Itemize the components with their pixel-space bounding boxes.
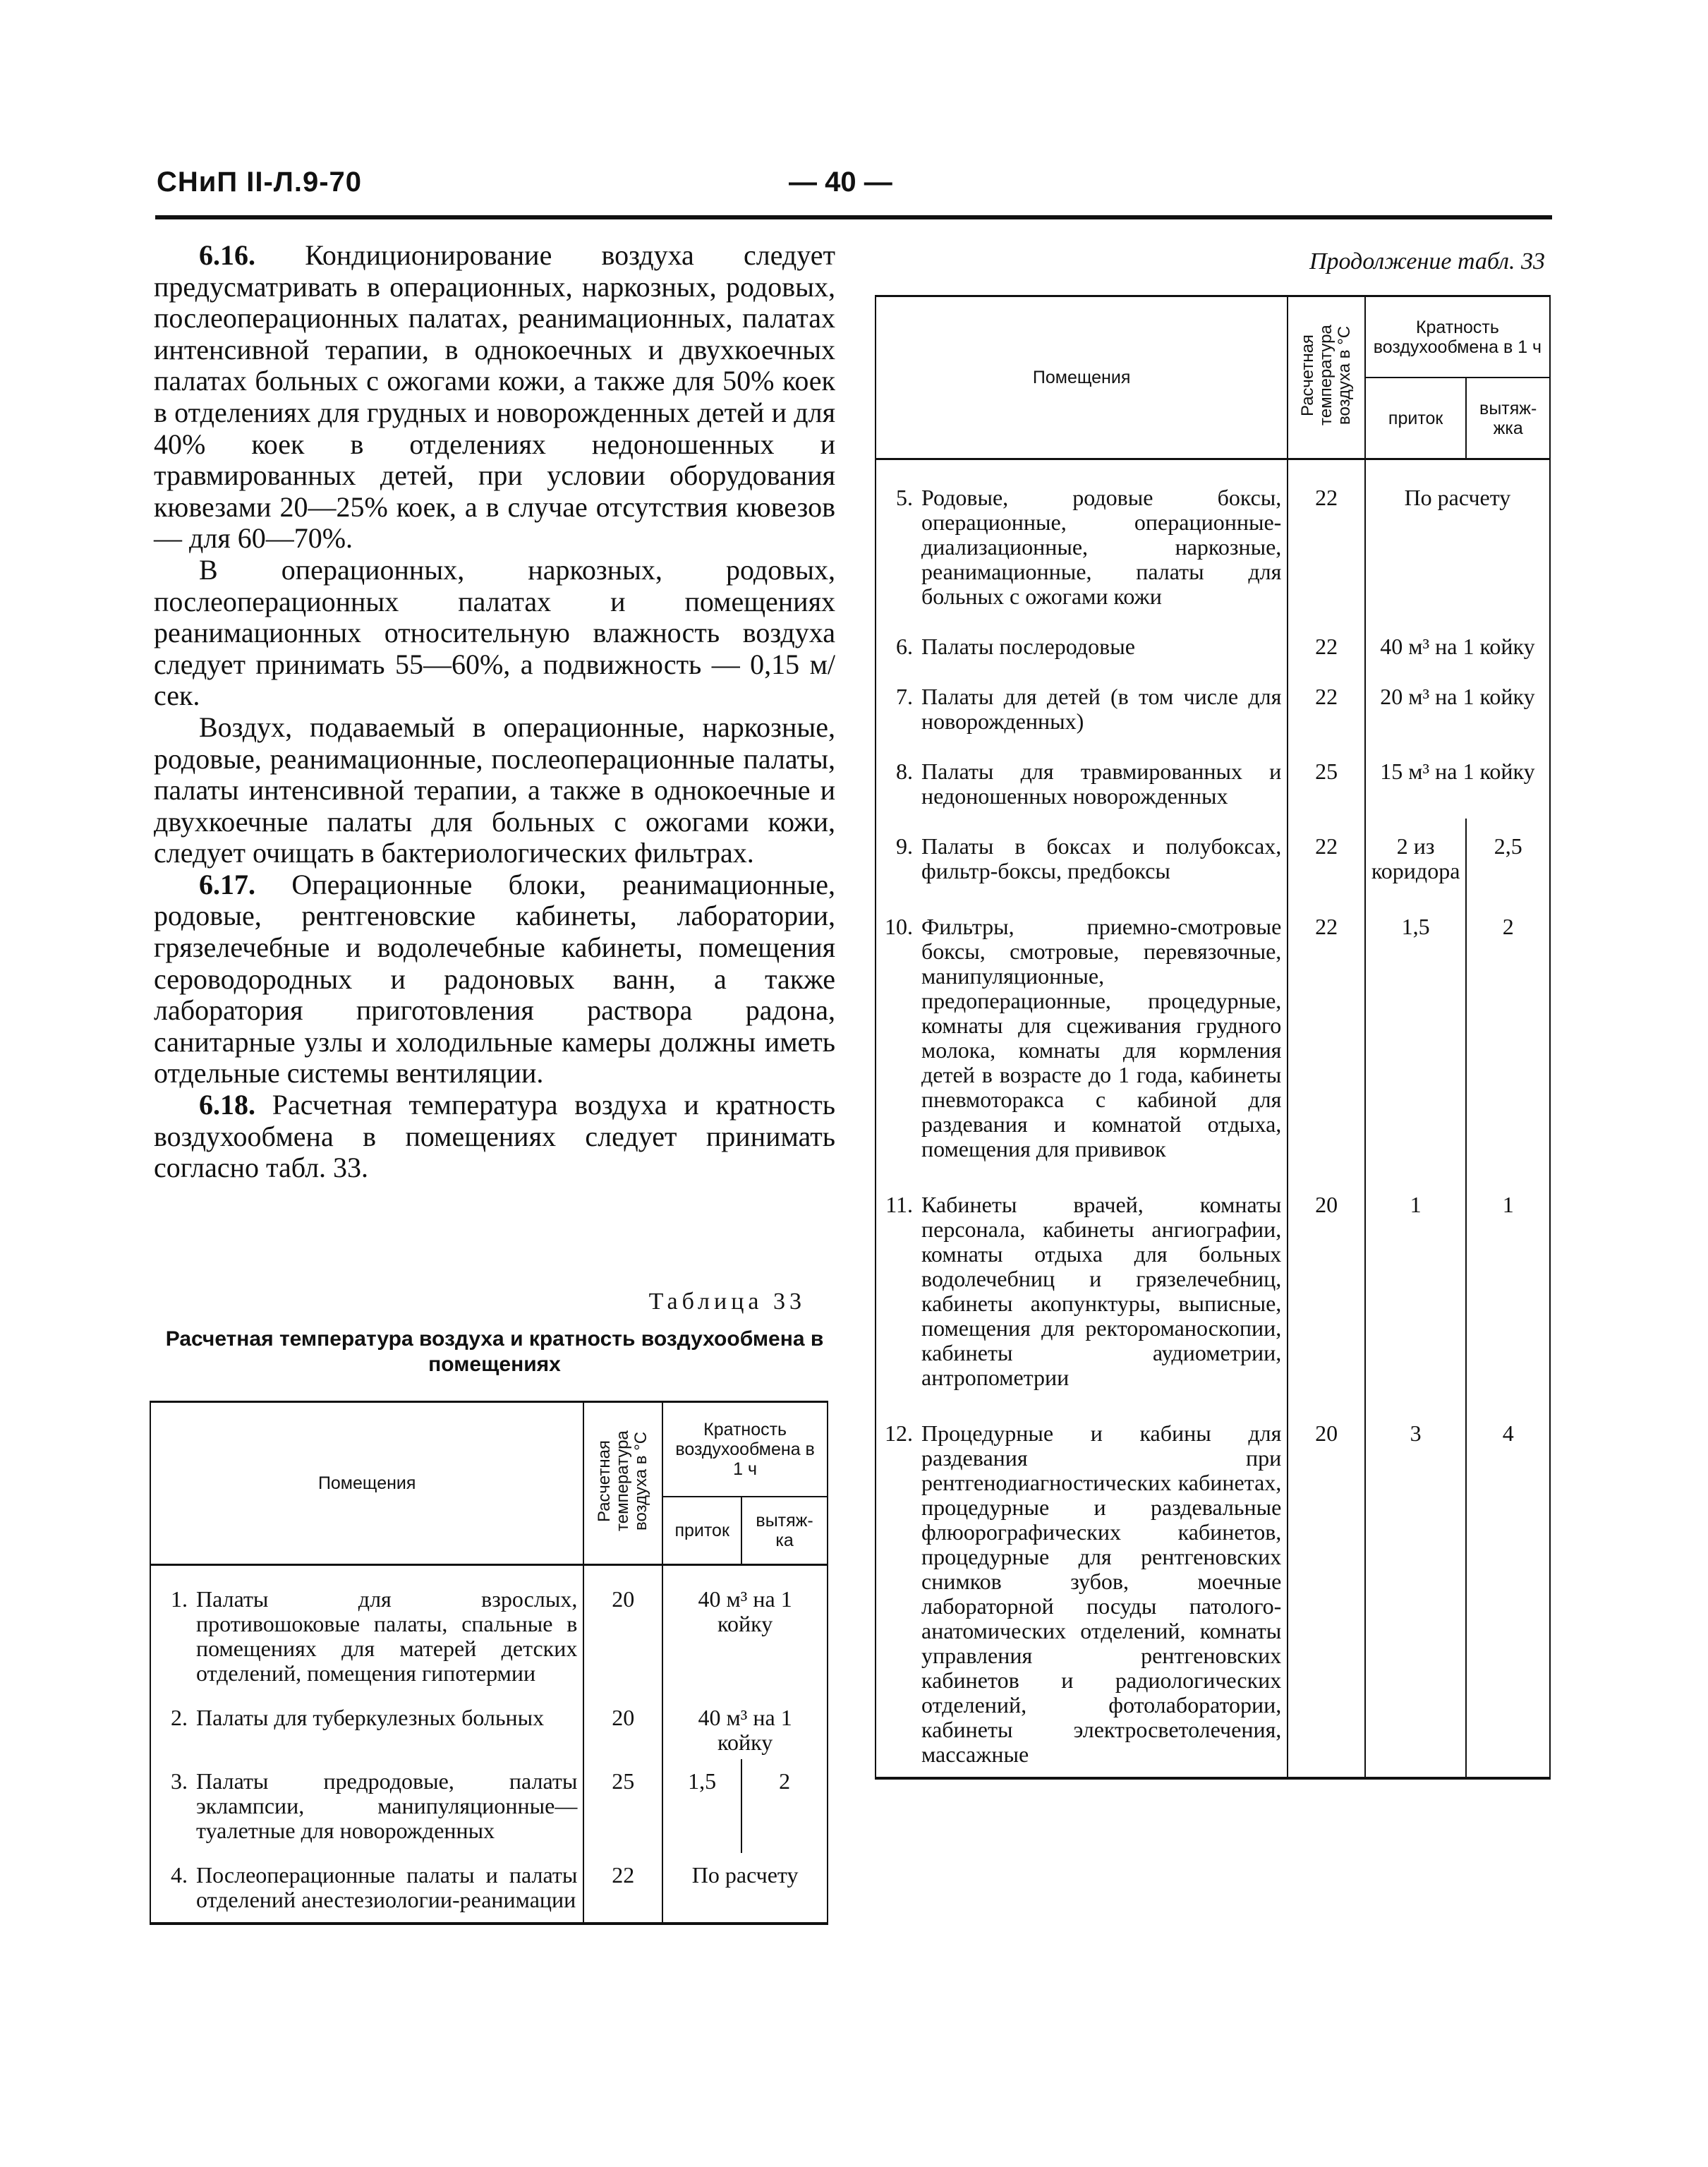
row-number: 9. — [896, 833, 913, 859]
column-header-rooms: Помещения — [876, 296, 1288, 459]
left-text-column — [154, 240, 835, 1184]
temperature-cell: 22 — [1288, 669, 1365, 744]
column-header-supply: приток — [1365, 378, 1467, 459]
temperature-cell: 25 — [583, 1759, 662, 1853]
temperature-cell: 22 — [1288, 619, 1365, 669]
table-row — [150, 1759, 828, 1853]
table-33-part-1 — [150, 1401, 828, 1925]
row-number: 5. — [896, 485, 913, 510]
column-header-temperature: Расчетная температура воздуха в °С — [583, 1402, 662, 1565]
air-exchange-cell: 15 м³ на 1 койку — [1365, 744, 1550, 819]
row-number: 12. — [885, 1420, 913, 1446]
temperature-cell: 20 — [583, 1696, 662, 1759]
room-name-cell — [876, 744, 1288, 819]
table-row — [876, 819, 1550, 893]
paragraph-6-18 — [154, 1089, 835, 1184]
table-row — [876, 1171, 1550, 1400]
table-row — [150, 1565, 828, 1696]
room-name-cell — [150, 1759, 583, 1853]
air-exchange-cell: По расчету — [662, 1853, 828, 1924]
exhaust-cell: 4 — [1466, 1400, 1550, 1778]
temperature-cell: 22 — [1288, 893, 1365, 1171]
table-title: Расчетная температура воздуха и кратность воздухообмена в помещениях — [165, 1327, 824, 1376]
table-caption: Таблица 33 — [648, 1288, 806, 1315]
room-name: Палаты предродовые, палаты эклампсии, манипуляционные—туалетные для новорожденных — [196, 1768, 578, 1843]
air-exchange-cell: По расчету — [1365, 459, 1550, 620]
room-name: Родовые, родовые боксы, операционные, операционные-диализационные, наркозные, реанимационные, палаты для больных с ожогами кожи — [921, 485, 1282, 609]
column-header-exhaust: вытяж- ка — [741, 1497, 828, 1564]
exhaust-cell: 2 — [1466, 893, 1550, 1171]
room-name-cell — [876, 893, 1288, 1171]
column-header-exhaust: вытяж- жка — [1466, 378, 1550, 459]
room-name: Процедурные и кабины для раздевания при рентгенодиагностических кабинетах, процедурные и раздевальные флюорографических кабинетов, процедурные для рентгеновских снимков зубов, моечные лабораторной посуды патолого-анатомических отделений, комнаты управления рентгеновских кабинетов и радиологических отделений, фотолаборатории, кабинеты электросветолечения, массажные — [921, 1420, 1282, 1767]
exhaust-cell: 2,5 — [1466, 819, 1550, 893]
room-name-cell — [876, 1171, 1288, 1400]
row-number: 7. — [896, 684, 913, 709]
paragraph-6-17 — [154, 869, 835, 1089]
column-header-rooms: Помещения — [150, 1402, 583, 1565]
supply-cell: 3 — [1365, 1400, 1467, 1778]
row-number: 1. — [171, 1586, 188, 1612]
supply-cell: 1,5 — [662, 1759, 741, 1853]
row-number: 8. — [896, 759, 913, 784]
table-row — [876, 1400, 1550, 1778]
clause-text: Кондиционирование воздуха следует предусматривать в операционных, наркозных, родовых, послеоперационных палатах, реанимационных, палатах интенсивной терапии, в однокоечных и двухкоечных палатах больных с ожогами кожи, а также для 50% коек в отделениях для грудных и новорожденных детей и для 40% коек в отделениях недоношенных и травмированных детей, при условии оборудования кювезами 20—25% коек, а в случае отсутствия кювезов — для 60—70%. — [154, 239, 835, 555]
room-name-cell — [150, 1565, 583, 1696]
paragraph-humidity: В операционных, наркозных, родовых, послеоперационных палатах и помещениях реанимационных относительную влажность воздуха следует принимать 55—60%, а подвижность — 0,15 м/сек. — [154, 553, 835, 712]
table-row — [876, 669, 1550, 744]
temperature-cell: 20 — [583, 1565, 662, 1696]
header-rule — [155, 215, 1552, 219]
column-header-air-exchange: Кратность воздухообмена в 1 ч — [1365, 296, 1550, 378]
air-exchange-cell: 40 м³ на 1 койку — [662, 1696, 828, 1759]
room-name: Палаты для туберкулезных больных — [196, 1705, 545, 1730]
clause-text: Операционные блоки, реанимационные, родовые, рентгеновские кабинеты, лаборатории, грязелечебные и водолечебные кабинеты, помещения сероводородных и радоновых ванн, а также лаборатория приготовления раствора радона, санитарные узлы и холодильные камеры должны иметь отдельные системы вентиляции. — [154, 868, 835, 1089]
table-row — [876, 459, 1550, 620]
temperature-cell: 25 — [1288, 744, 1365, 819]
air-exchange-cell: 20 м³ на 1 койку — [1365, 669, 1550, 744]
air-exchange-cell: 40 м³ на 1 койку — [662, 1565, 828, 1696]
table-row — [876, 619, 1550, 669]
column-header-supply: приток — [662, 1497, 741, 1564]
supply-cell: 1 — [1365, 1171, 1467, 1400]
room-name-cell — [150, 1853, 583, 1924]
table-33-part-2 — [875, 295, 1551, 1780]
room-name: Кабинеты врачей, комнаты персонала, кабинеты ангиографии, комнаты отдыха для больных водолечебниц и грязелечебниц, кабинеты акопунктуры, выписные, помещения для ректороманоскопии, кабинеты аудиометрии, антропометрии — [921, 1192, 1282, 1390]
document-code: СНиП II-Л.9-70 — [157, 167, 363, 198]
paragraph-6-16 — [154, 240, 835, 555]
row-number: 11. — [885, 1192, 913, 1217]
room-name: Палаты для детей (в том числе для новорожденных) — [921, 684, 1282, 734]
room-name: Палаты в боксах и полубоксах, фильтр-боксы, предбоксы — [921, 833, 1282, 883]
temperature-cell: 22 — [583, 1853, 662, 1924]
room-name-cell — [876, 669, 1288, 744]
air-exchange-cell: 40 м³ на 1 койку — [1365, 619, 1550, 669]
room-name-cell — [876, 619, 1288, 669]
room-name-cell — [150, 1696, 583, 1759]
row-number: 6. — [896, 634, 913, 659]
clause-text: Расчетная температура воздуха и кратность воздухообмена в помещениях следует принимать согласно табл. 33. — [154, 1089, 835, 1184]
table-row — [876, 744, 1550, 819]
row-number: 2. — [171, 1705, 188, 1730]
temperature-cell: 22 — [1288, 459, 1365, 620]
supply-cell: 2 из коридора — [1365, 819, 1467, 893]
clause-number: 6.16. — [199, 239, 255, 271]
room-name: Палаты для травмированных и недоношенных новорожденных — [921, 759, 1282, 809]
room-name: Палаты послеродовые — [921, 634, 1135, 659]
temperature-cell: 20 — [1288, 1171, 1365, 1400]
supply-cell: 1,5 — [1365, 893, 1467, 1171]
room-name: Фильтры, приемно-смотровые боксы, смотровые, перевязочные, манипуляционные, предоперационные, процедурные, комнаты для сцеживания грудного молока, комнаты для кормления детей в возрасте до 1 года, кабинеты пневмоторакса с кабиной для раздевания и комнатой отдыха, помещения для прививок — [921, 914, 1282, 1161]
temperature-cell: 22 — [1288, 819, 1365, 893]
room-name: Послеоперационные палаты и палаты отделений анестезиологии-реанимации — [196, 1862, 578, 1912]
table-row — [150, 1696, 828, 1759]
row-number: 10. — [885, 914, 913, 939]
room-name-cell — [876, 459, 1288, 620]
table-row — [150, 1853, 828, 1924]
exhaust-cell: 2 — [741, 1759, 828, 1853]
room-name: Палаты для взрослых, противошоковые палаты, спальные в помещениях для матерей детских отделений, помещения гипотермии — [196, 1586, 578, 1686]
column-header-temperature: Расчетная температура воздуха в °С — [1288, 296, 1365, 459]
temperature-cell: 20 — [1288, 1400, 1365, 1778]
column-header-air-exchange: Кратность воздухообмена в 1 ч — [662, 1402, 828, 1497]
room-name-cell — [876, 1400, 1288, 1778]
row-number: 3. — [171, 1768, 188, 1794]
row-number: 4. — [171, 1862, 188, 1888]
page-number: — 40 — — [789, 167, 892, 198]
paragraph-filters: Воздух, подаваемый в операционные, наркозные, родовые, реанимационные, послеоперационные палаты, палаты интенсивной терапии, а также в однокоечные и двухкоечные палаты для больных с ожогами кожи, следует очищать в бактериологических фильтрах. — [154, 711, 835, 869]
continuation-caption: Продолжение табл. 33 — [1309, 248, 1545, 274]
room-name-cell — [876, 819, 1288, 893]
table-row — [876, 893, 1550, 1171]
clause-number: 6.17. — [199, 868, 255, 900]
exhaust-cell: 1 — [1466, 1171, 1550, 1400]
clause-number: 6.18. — [199, 1089, 255, 1121]
